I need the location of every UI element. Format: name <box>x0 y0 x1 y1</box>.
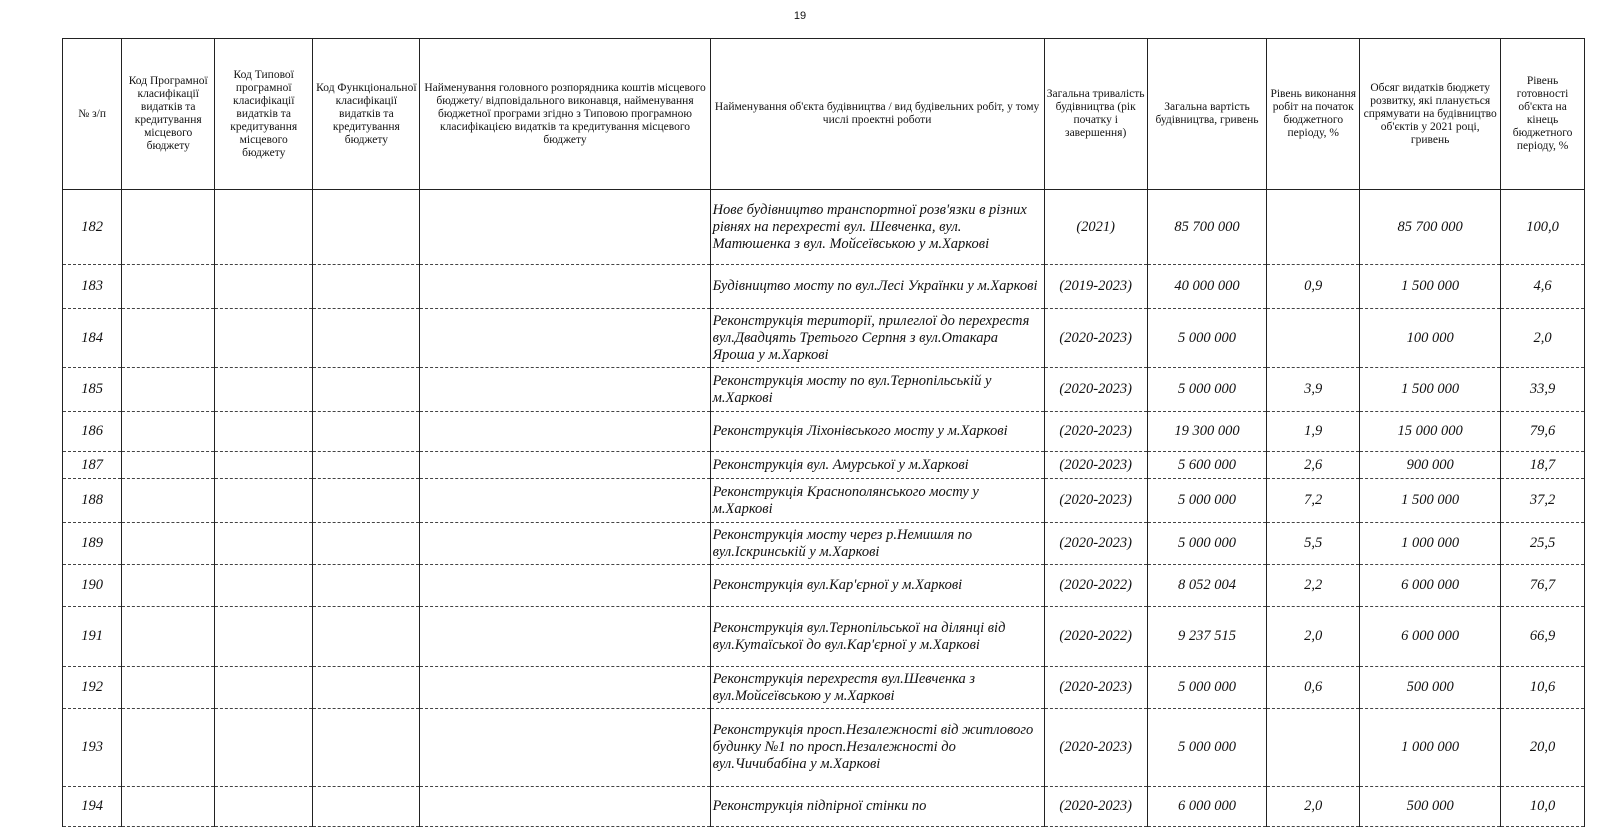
object-name: Реконструкція вул. Амурської у м.Харкові <box>710 452 1044 479</box>
header-total-cost: Загальна вартість будівництва, гривень <box>1147 39 1267 190</box>
header-functional-code: Код Функціональної класифікації видатків та кредитування бюджету <box>313 39 420 190</box>
functional-code <box>313 368 420 412</box>
spend-2021: 100 000 <box>1360 309 1501 368</box>
manager-name <box>420 709 710 787</box>
duration: (2020-2023) <box>1044 709 1147 787</box>
row-number: 192 <box>63 667 122 709</box>
spend-2021: 1 500 000 <box>1360 368 1501 412</box>
program-code <box>122 190 215 265</box>
total-cost: 5 600 000 <box>1147 452 1267 479</box>
end-level: 66,9 <box>1501 607 1585 667</box>
typical-code <box>215 479 313 523</box>
manager-name <box>420 667 710 709</box>
program-code <box>122 452 215 479</box>
object-name: Реконструкція вул.Кар'єрної у м.Харкові <box>710 565 1044 607</box>
manager-name <box>420 787 710 827</box>
header-start-level: Рівень виконання робіт на початок бюджетного періоду, % <box>1267 39 1360 190</box>
table-row <box>63 523 1585 565</box>
spend-2021: 6 000 000 <box>1360 565 1501 607</box>
manager-name <box>420 452 710 479</box>
duration: (2020-2023) <box>1044 309 1147 368</box>
typical-code <box>215 523 313 565</box>
program-code <box>122 523 215 565</box>
end-level: 2,0 <box>1501 309 1585 368</box>
duration: (2020-2023) <box>1044 368 1147 412</box>
manager-name <box>420 523 710 565</box>
start-level <box>1267 709 1360 787</box>
end-level: 79,6 <box>1501 412 1585 452</box>
header-row <box>63 39 1585 190</box>
start-level: 3,9 <box>1267 368 1360 412</box>
spend-2021: 15 000 000 <box>1360 412 1501 452</box>
header-end-level: Рівень готовності об'єкта на кінець бюджетного періоду, % <box>1501 39 1585 190</box>
functional-code <box>313 265 420 309</box>
spend-2021: 1 000 000 <box>1360 709 1501 787</box>
total-cost: 85 700 000 <box>1147 190 1267 265</box>
duration: (2020-2022) <box>1044 607 1147 667</box>
manager-name <box>420 607 710 667</box>
row-number: 182 <box>63 190 122 265</box>
table-row <box>63 787 1585 827</box>
program-code <box>122 787 215 827</box>
header-manager-name: Найменування головного розпорядника коштів місцевого бюджету/ відповідального виконавця, найменування бюджетної програми згідно з Типовою програмною класифікацією видатків та кредитування місцевого бюджету <box>420 39 710 190</box>
spend-2021: 85 700 000 <box>1360 190 1501 265</box>
row-number: 186 <box>63 412 122 452</box>
program-code <box>122 607 215 667</box>
total-cost: 8 052 004 <box>1147 565 1267 607</box>
functional-code <box>313 667 420 709</box>
typical-code <box>215 709 313 787</box>
functional-code <box>313 787 420 827</box>
row-number: 187 <box>63 452 122 479</box>
duration: (2020-2023) <box>1044 479 1147 523</box>
total-cost: 40 000 000 <box>1147 265 1267 309</box>
object-name: Реконструкція перехрестя вул.Шевченка з вул.Мойсеївською у м.Харкові <box>710 667 1044 709</box>
program-code <box>122 309 215 368</box>
budget-table <box>62 38 1585 827</box>
spend-2021: 900 000 <box>1360 452 1501 479</box>
row-number: 188 <box>63 479 122 523</box>
end-level: 25,5 <box>1501 523 1585 565</box>
program-code <box>122 709 215 787</box>
object-name: Будівництво мосту по вул.Лесі Українки у м.Харкові <box>710 265 1044 309</box>
table-row <box>63 309 1585 368</box>
header-duration: Загальна тривалість будівництва (рік початку і завершення) <box>1044 39 1147 190</box>
row-number: 189 <box>63 523 122 565</box>
end-level: 76,7 <box>1501 565 1585 607</box>
duration: (2019-2023) <box>1044 265 1147 309</box>
row-number: 190 <box>63 565 122 607</box>
table-row <box>63 190 1585 265</box>
typical-code <box>215 309 313 368</box>
start-level: 7,2 <box>1267 479 1360 523</box>
typical-code <box>215 607 313 667</box>
header-program-code: Код Програмної класифікації видатків та кредитування місцевого бюджету <box>122 39 215 190</box>
table-row <box>63 452 1585 479</box>
table-row <box>63 607 1585 667</box>
manager-name <box>420 368 710 412</box>
total-cost: 5 000 000 <box>1147 709 1267 787</box>
table-row <box>63 479 1585 523</box>
object-name: Реконструкція просп.Незалежності від житлового будинку №1 по просп.Незалежності до вул.Чичибабіна у м.Харкові <box>710 709 1044 787</box>
start-level: 2,0 <box>1267 787 1360 827</box>
row-number: 191 <box>63 607 122 667</box>
start-level: 2,2 <box>1267 565 1360 607</box>
start-level <box>1267 309 1360 368</box>
typical-code <box>215 667 313 709</box>
manager-name <box>420 190 710 265</box>
row-number: 193 <box>63 709 122 787</box>
total-cost: 5 000 000 <box>1147 368 1267 412</box>
start-level: 2,6 <box>1267 452 1360 479</box>
functional-code <box>313 452 420 479</box>
typical-code <box>215 190 313 265</box>
header-typical-code: Код Типової програмної класифікації видатків та кредитування місцевого бюджету <box>215 39 313 190</box>
total-cost: 5 000 000 <box>1147 523 1267 565</box>
spend-2021: 1 000 000 <box>1360 523 1501 565</box>
header-spend-2021: Обсяг видатків бюджету розвитку, які планується спрямувати на будівництво об'єктів у 2021 році, гривень <box>1360 39 1501 190</box>
object-name: Реконструкція Ліхонівського мосту у м.Харкові <box>710 412 1044 452</box>
spend-2021: 1 500 000 <box>1360 479 1501 523</box>
object-name: Реконструкція Краснополянського мосту у м.Харкові <box>710 479 1044 523</box>
typical-code <box>215 787 313 827</box>
end-level: 4,6 <box>1501 265 1585 309</box>
total-cost: 5 000 000 <box>1147 309 1267 368</box>
functional-code <box>313 479 420 523</box>
end-level: 10,6 <box>1501 667 1585 709</box>
end-level: 10,0 <box>1501 787 1585 827</box>
typical-code <box>215 368 313 412</box>
end-level: 18,7 <box>1501 452 1585 479</box>
end-level: 100,0 <box>1501 190 1585 265</box>
functional-code <box>313 309 420 368</box>
duration: (2020-2022) <box>1044 565 1147 607</box>
duration: (2020-2023) <box>1044 452 1147 479</box>
end-level: 37,2 <box>1501 479 1585 523</box>
header-object-name: Найменування об'єкта будівництва / вид будівельних робіт, у тому числі проектні роботи <box>710 39 1044 190</box>
manager-name <box>420 565 710 607</box>
row-number: 184 <box>63 309 122 368</box>
spend-2021: 1 500 000 <box>1360 265 1501 309</box>
total-cost: 9 237 515 <box>1147 607 1267 667</box>
end-level: 20,0 <box>1501 709 1585 787</box>
spend-2021: 500 000 <box>1360 787 1501 827</box>
functional-code <box>313 523 420 565</box>
spend-2021: 6 000 000 <box>1360 607 1501 667</box>
table-row <box>63 709 1585 787</box>
total-cost: 6 000 000 <box>1147 787 1267 827</box>
duration: (2020-2023) <box>1044 523 1147 565</box>
start-level: 5,5 <box>1267 523 1360 565</box>
row-number: 194 <box>63 787 122 827</box>
total-cost: 5 000 000 <box>1147 479 1267 523</box>
object-name: Реконструкція території, прилеглої до перехрестя вул.Двадцять Третього Серпня з вул.Отакара Яроша у м.Харкові <box>710 309 1044 368</box>
start-level: 2,0 <box>1267 607 1360 667</box>
functional-code <box>313 412 420 452</box>
object-name: Реконструкція мосту через р.Немишля по вул.Іскринській у м.Харкові <box>710 523 1044 565</box>
program-code <box>122 667 215 709</box>
table-row <box>63 368 1585 412</box>
row-number: 185 <box>63 368 122 412</box>
functional-code <box>313 565 420 607</box>
typical-code <box>215 412 313 452</box>
program-code <box>122 368 215 412</box>
row-number: 183 <box>63 265 122 309</box>
table-row <box>63 667 1585 709</box>
object-name: Реконструкція вул.Тернопільської на ділянці від вул.Кутаїської до вул.Кар'єрної у м.Харкові <box>710 607 1044 667</box>
program-code <box>122 479 215 523</box>
typical-code <box>215 265 313 309</box>
object-name: Реконструкція підпірної стінки по <box>710 787 1044 827</box>
functional-code <box>313 190 420 265</box>
page-number: 19 <box>793 10 807 22</box>
manager-name <box>420 265 710 309</box>
duration: (2020-2023) <box>1044 412 1147 452</box>
functional-code <box>313 709 420 787</box>
start-level: 0,9 <box>1267 265 1360 309</box>
functional-code <box>313 607 420 667</box>
duration: (2021) <box>1044 190 1147 265</box>
start-level: 0,6 <box>1267 667 1360 709</box>
program-code <box>122 265 215 309</box>
typical-code <box>215 452 313 479</box>
manager-name <box>420 309 710 368</box>
program-code <box>122 565 215 607</box>
object-name: Нове будівництво транспортної розв'язки в різних рівнях на перехресті вул. Шевченка, вул. Матюшенка з вул. Мойсеївською у м.Харкові <box>710 190 1044 265</box>
table-row <box>63 412 1585 452</box>
table-row <box>63 265 1585 309</box>
total-cost: 19 300 000 <box>1147 412 1267 452</box>
program-code <box>122 412 215 452</box>
end-level: 33,9 <box>1501 368 1585 412</box>
manager-name <box>420 479 710 523</box>
manager-name <box>420 412 710 452</box>
typical-code <box>215 565 313 607</box>
spend-2021: 500 000 <box>1360 667 1501 709</box>
table-row <box>63 565 1585 607</box>
duration: (2020-2023) <box>1044 787 1147 827</box>
object-name: Реконструкція мосту по вул.Тернопільській у м.Харкові <box>710 368 1044 412</box>
start-level <box>1267 190 1360 265</box>
total-cost: 5 000 000 <box>1147 667 1267 709</box>
duration: (2020-2023) <box>1044 667 1147 709</box>
header-number: № з/п <box>63 39 122 190</box>
start-level: 1,9 <box>1267 412 1360 452</box>
